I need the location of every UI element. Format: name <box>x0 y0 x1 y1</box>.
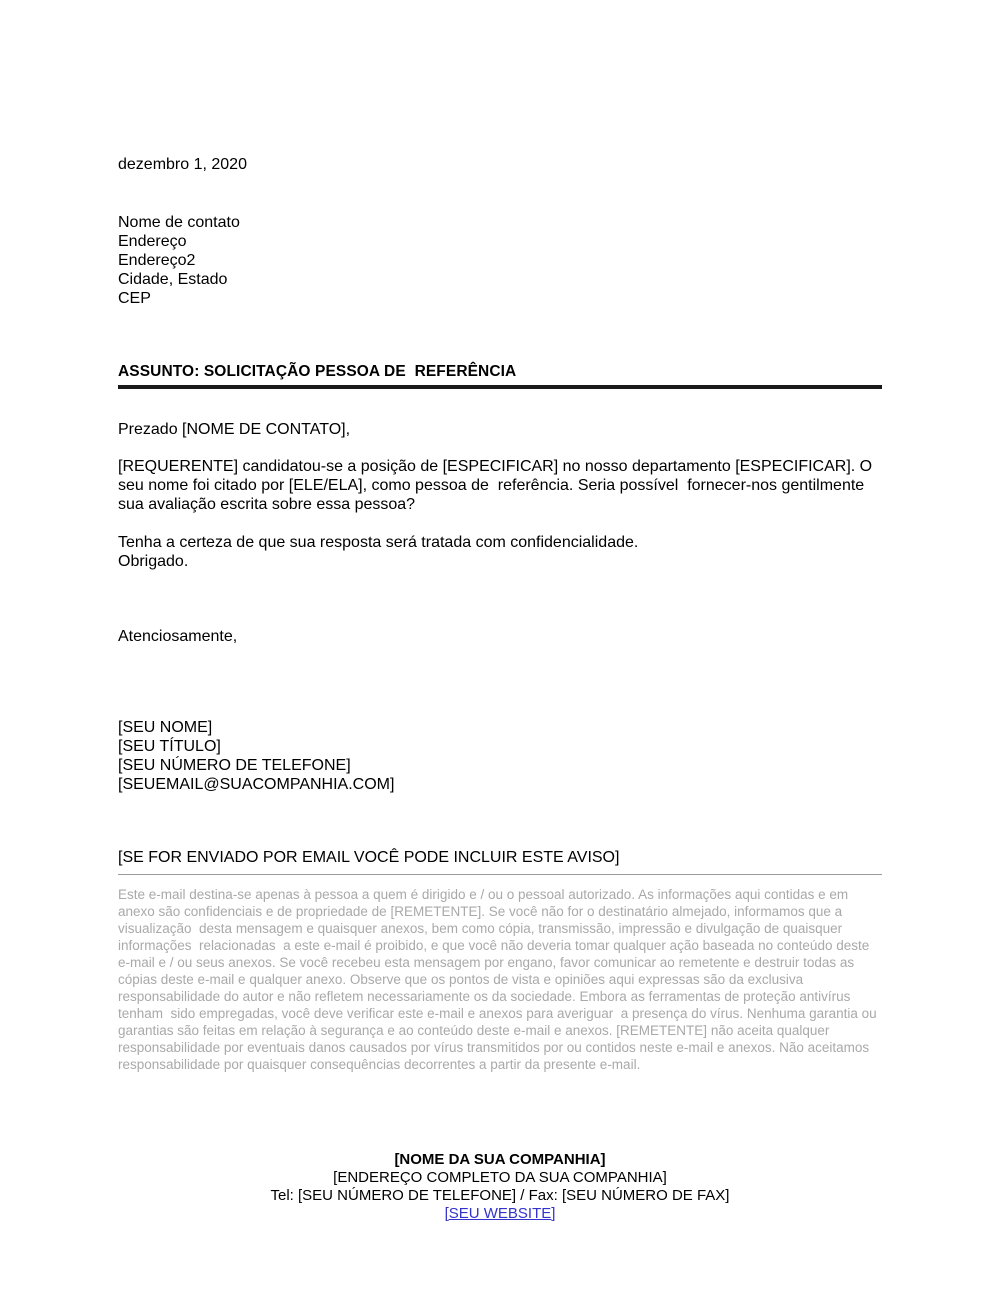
salutation: Prezado [NOME DE CONTATO], <box>118 421 351 438</box>
recipient-postal-code: CEP <box>118 290 151 307</box>
confidentiality-line: Tenha a certeza de que sua resposta será tratada com confidencialidade. <box>118 534 639 551</box>
letter-date: dezembro 1, 2020 <box>118 156 247 173</box>
recipient-block <box>118 213 882 308</box>
signature-name: [SEU NOME] <box>118 719 213 736</box>
footer-website-link[interactable]: [SEU WEBSITE] <box>444 1205 556 1222</box>
notice-divider-rule <box>118 874 882 875</box>
thanks-line: Obrigado. <box>118 553 189 570</box>
subject-divider-rule <box>118 385 882 389</box>
recipient-contact-name: Nome de contato <box>118 214 240 231</box>
body-paragraph-confidential <box>118 533 882 571</box>
footer-company-name: [NOME DA SUA COMPANHIA] <box>394 1151 606 1168</box>
footer-company-address: [ENDEREÇO COMPLETO DA SUA COMPANHIA] <box>333 1169 667 1186</box>
email-notice-header: [SE FOR ENVIADO POR EMAIL VOCÊ PODE INCLUIR ESTE AVISO] <box>118 849 620 866</box>
recipient-address-line2: Endereço2 <box>118 252 196 269</box>
subject-heading: ASSUNTO: SOLICITAÇÃO PESSOA DE REFERÊNCIA <box>118 363 517 380</box>
signature-block <box>118 718 882 794</box>
recipient-city-state: Cidade, Estado <box>118 271 228 288</box>
recipient-address-line1: Endereço <box>118 233 187 250</box>
signature-title: [SEU TÍTULO] <box>118 738 221 755</box>
letter-content <box>118 0 882 1223</box>
footer-block <box>118 1151 882 1223</box>
body-paragraph-request: [REQUERENTE] candidatou-se a posição de [ESPECIFICAR] no nosso departamento [ESPECIFICAR]. O seu nome foi citado por [ELE/ELA], como pessoa de referência. Seria possível fornecer-nos gentilmente sua avaliação escrita sobre essa pessoa? <box>118 458 877 513</box>
footer-tel-fax: Tel: [SEU NÚMERO DE TELEFONE] / Fax: [SEU NÚMERO DE FAX] <box>270 1187 730 1204</box>
signature-phone: [SEU NÚMERO DE TELEFONE] <box>118 757 351 774</box>
email-disclaimer: Este e-mail destina-se apenas à pessoa a quem é dirigido e / ou o pessoal autorizado. As informações aqui contidas e em anexo são confidenciais e de propriedade de [REMETENTE]. Se você não for o destinatário almejado, informamos que a visualização desta mensagem e quaisquer anexos, bem como cópia, transmissão, impressão e divulgação de quaisquer informações relacionadas a este e-mail é proibido, e que você não deveria tomar qualquer ação baseada no conteúdo deste e-mail e / ou seus anexos. Se você recebeu esta mensagem por engano, favor comunicar ao remetente e destruir todas as cópias deste e-mail e qualquer anexo. Observe que os pontos de vista e opiniões aqui expressas são da exclusiva responsabilidade do autor e não refletem necessariamente os da sociedade. Embora as ferramentas de proteção antivírus tenham sido empregadas, você deve verificar este e-mail e anexos para averiguar a presença do vírus. Nenhuma garantia ou garantias são feitas em relação à segurança e ao conteúdo deste e-mail e anexos. [REMETENTE] não aceita qualquer responsabilidade por eventuais danos causados por vírus transmitidos por ou contidos neste e-mail e anexos. Não aceitamos responsabilidade por quaisquer consequências decorrentes a partir da presente e-mail. <box>118 887 881 1072</box>
closing: Atenciosamente, <box>118 628 238 645</box>
signature-email: [SEUEMAIL@SUACOMPANHIA.COM] <box>118 776 395 793</box>
